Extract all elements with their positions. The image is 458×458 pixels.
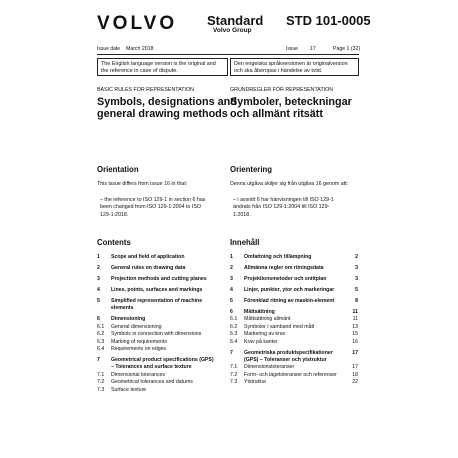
- toc-number: 7.2: [230, 371, 238, 378]
- issue-number: 17: [310, 46, 316, 52]
- toc-number: 4: [97, 287, 100, 293]
- toc-number: 7.1: [230, 364, 238, 371]
- toc-page: [215, 276, 225, 283]
- volvo-logo: VOLVO: [97, 13, 178, 34]
- toc-number: 4: [230, 287, 233, 293]
- toc-number: 7.2: [97, 379, 105, 386]
- toc-page: 16: [352, 338, 358, 345]
- toc-row: [97, 276, 225, 283]
- toc-label: Surface texture: [111, 386, 147, 393]
- toc-row: [97, 324, 225, 331]
- toc-row: [97, 287, 225, 294]
- toc-page: [215, 379, 225, 386]
- toc-number: 6.1: [97, 323, 105, 330]
- toc-row: [230, 324, 358, 331]
- toc-page: [215, 331, 225, 338]
- toc-number: 6.4: [230, 338, 238, 345]
- toc-page: 11: [352, 316, 358, 323]
- toc-page: 17: [352, 364, 358, 371]
- toc-label: General dimensioning: [111, 323, 162, 330]
- toc-page: 15: [352, 331, 358, 338]
- toc-page: [215, 372, 225, 379]
- toc-row: [97, 254, 225, 261]
- toc-row: [97, 387, 225, 394]
- toc-label: Dimensioning: [111, 316, 146, 323]
- orientation-heading-en: Orientation: [97, 165, 139, 174]
- toc-en: [97, 254, 225, 394]
- toc-label: Måttsättning: [244, 309, 275, 315]
- toc-number: 6.3: [230, 331, 238, 338]
- toc-label: Linjer, punkter, ytor och markeringar: [244, 287, 335, 293]
- toc-row: [230, 298, 358, 305]
- title-en: Symbols, designations and general drawing methods: [97, 96, 237, 120]
- toc-row: [230, 316, 358, 323]
- toc-number: 6.2: [230, 323, 238, 330]
- toc-number: 3: [97, 276, 100, 282]
- notice-box-sv: [230, 58, 359, 76]
- toc-row: [97, 357, 225, 372]
- contents-heading-en: Contents: [97, 238, 131, 247]
- toc-page: [215, 298, 225, 313]
- orientation-heading-sv: Orientering: [230, 165, 273, 174]
- basic-rules-en: BASIC RULES FOR REPRESENTATION: [97, 87, 194, 93]
- toc-page: [215, 254, 225, 261]
- toc-label: Geometriska produktspecifikationer (GPS) – Toleranser och ytstruktur: [244, 349, 333, 364]
- toc-page: 22: [352, 379, 358, 386]
- toc-number: 5: [230, 298, 233, 304]
- toc-page: [215, 346, 225, 353]
- toc-label: Marking of requirements: [111, 338, 167, 345]
- toc-page: [215, 265, 225, 272]
- toc-label: Requirements on edges: [111, 346, 167, 353]
- orientation-item-en: – the reference to ISO 129-1 in section 6 has been changed from ISO 129-1:2004 to ISO 129-1:2018.: [100, 197, 206, 218]
- toc-page: [215, 287, 225, 294]
- toc-row: [230, 379, 358, 386]
- toc-row: [97, 379, 225, 386]
- contents-heading-sv: Innehåll: [230, 238, 260, 247]
- toc-page: [215, 357, 225, 372]
- toc-row: [230, 364, 358, 371]
- toc-row: [97, 372, 225, 379]
- toc-number: 2: [97, 265, 100, 271]
- issue-date: March 2018: [126, 46, 154, 52]
- toc-sv: [230, 254, 358, 387]
- toc-page: 11: [352, 309, 358, 315]
- toc-number: 6.3: [97, 338, 105, 345]
- toc-page: 3: [355, 265, 358, 271]
- toc-row: [230, 331, 358, 338]
- notice-box-en: [97, 58, 228, 76]
- toc-number: 5: [97, 298, 100, 304]
- toc-label: Geometrical tolerances and datums: [111, 379, 193, 386]
- toc-label: Omfattning och tillämpning: [244, 254, 312, 260]
- toc-page: 13: [352, 323, 358, 330]
- toc-row: [97, 298, 225, 313]
- toc-row: [230, 339, 358, 346]
- standard-number: STD 101-0005: [286, 13, 371, 28]
- toc-label: Ytstruktur: [244, 379, 267, 386]
- toc-label: Scope and field of application: [111, 254, 185, 260]
- toc-label: Dimensionstoleranser: [244, 364, 295, 371]
- toc-label: Simplified representation of machine elements: [111, 298, 203, 312]
- standard-label: Standard: [207, 13, 264, 28]
- toc-number: 6.2: [97, 331, 105, 338]
- toc-label: Markering av krav: [244, 331, 286, 338]
- toc-row: [97, 265, 225, 272]
- toc-label: Lines, points, surfaces and markings: [111, 287, 203, 293]
- toc-number: 6.4: [97, 346, 105, 353]
- toc-label: Allmänna regler om ritningsdata: [244, 265, 324, 271]
- toc-number: 7: [230, 349, 233, 356]
- toc-page: 18: [352, 371, 358, 378]
- toc-row: [97, 339, 225, 346]
- toc-number: 1: [97, 254, 100, 260]
- toc-row: [230, 265, 358, 272]
- toc-number: 7: [97, 357, 100, 364]
- header-divider: [97, 54, 359, 55]
- title-sv: Symboler, beteckningar och allmänt ritsätt: [230, 96, 352, 120]
- toc-page: 8: [355, 298, 358, 304]
- toc-label: Måttsättning allmänt: [244, 316, 291, 323]
- toc-page: 3: [355, 276, 358, 282]
- notice-en-text: The English language version is the original and the reference in case of dispute.: [101, 61, 216, 75]
- toc-number: 7.3: [97, 386, 105, 393]
- toc-row: [230, 254, 358, 261]
- toc-row: [97, 331, 225, 338]
- toc-label: Form- och lägetoleranser och referenser: [244, 371, 337, 378]
- toc-label: Förenklad ritning av maskin-element: [244, 298, 335, 304]
- toc-row: [230, 287, 358, 294]
- toc-row: [230, 350, 358, 365]
- toc-number: 1: [230, 254, 233, 260]
- issue-label: Issue: [286, 46, 298, 52]
- toc-page: [215, 316, 225, 323]
- toc-label: Geometrical product specifications (GPS) – Tolerances and surface texture: [111, 357, 214, 371]
- toc-row: [97, 316, 225, 323]
- orientation-intro-en: This issue differs from issue 16 in that:: [97, 181, 188, 187]
- group-label: Volvo Group: [213, 27, 252, 34]
- toc-row: [97, 346, 225, 353]
- toc-number: 6.1: [230, 316, 238, 323]
- toc-number: 7.1: [97, 371, 105, 378]
- toc-page: [215, 387, 225, 394]
- toc-number: 7.3: [230, 379, 238, 386]
- toc-number: 6: [97, 316, 100, 323]
- toc-row: [230, 372, 358, 379]
- notice-sv-text: Den engelska språkversionen är originalversion och ska åberopas i händelse av tvist.: [234, 61, 348, 75]
- toc-page: 5: [355, 287, 358, 293]
- toc-label: Symboler i samband med mått: [244, 323, 315, 330]
- orientation-item-sv: – i avsnitt 6 har hänvisningen till ISO 129-1 ändrats från ISO 129-1:2004 till ISO 129-1:2018.: [233, 197, 334, 218]
- issue-date-label: Issue date: [97, 46, 121, 52]
- toc-row: [230, 276, 358, 283]
- page-indicator: Page 1 (32): [333, 46, 361, 52]
- toc-label: General rules on drawing data: [111, 265, 186, 271]
- toc-page: [215, 324, 225, 331]
- toc-label: Symbols in connection with dimensions: [111, 331, 202, 338]
- toc-number: 3: [230, 276, 233, 282]
- basic-rules-sv: GRUNDREGLER FÖR REPRESENTATION: [230, 87, 334, 93]
- orientation-intro-sv: Denna utgåva skiljer sig från utgåva 16 genom att:: [230, 181, 349, 187]
- toc-label: Projektionsmetoder och snittplan: [244, 276, 327, 282]
- toc-number: 6: [230, 309, 233, 315]
- toc-label: Krav på kanter: [244, 338, 278, 345]
- toc-number: 2: [230, 265, 233, 271]
- toc-label: Projection methods and cutting planes: [111, 276, 207, 282]
- toc-page: 2: [355, 254, 358, 260]
- toc-label: Dimensional tolerances: [111, 371, 165, 378]
- toc-page: [215, 339, 225, 346]
- toc-page: 17: [352, 349, 358, 356]
